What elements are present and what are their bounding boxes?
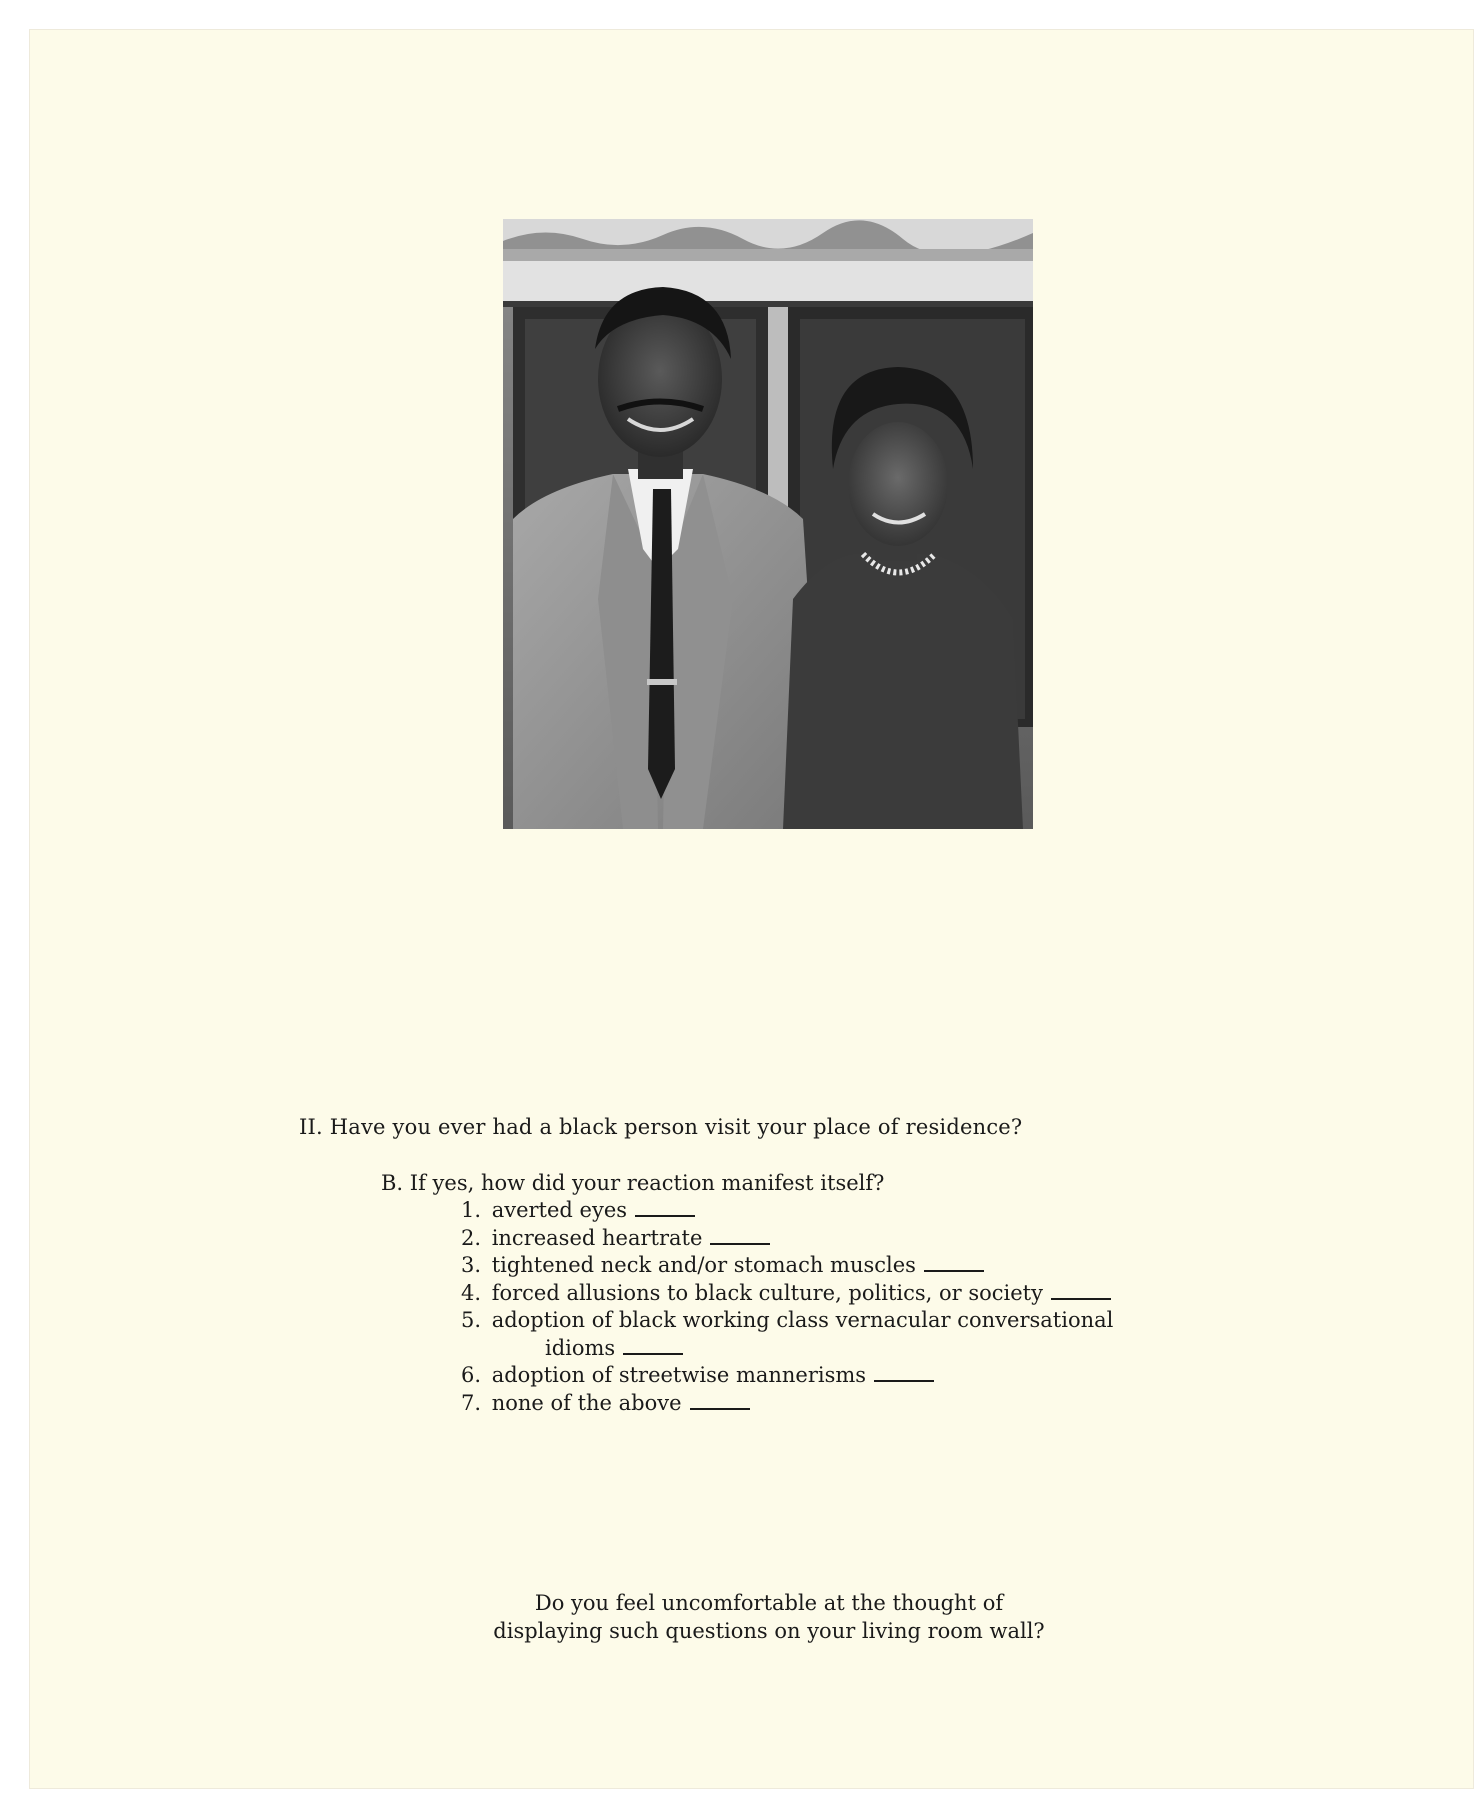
option-number: 4. <box>461 1280 482 1305</box>
answer-option <box>461 1307 1113 1362</box>
option-text: adoption of streetwise mannerisms <box>491 1363 867 1387</box>
answer-options-list <box>461 1197 1113 1417</box>
closing-line-2: displaying such questions on your living room wall? <box>493 1619 1045 1643</box>
option-number: 6. <box>461 1363 482 1387</box>
answer-blank[interactable] <box>623 1352 683 1355</box>
closing-line-1: Do you feel uncomfortable at the thought of <box>534 1591 1004 1615</box>
option-continuation <box>461 1335 1113 1363</box>
answer-blank[interactable] <box>924 1269 984 1272</box>
option-text: increased heartrate <box>491 1225 703 1250</box>
answer-option <box>461 1252 1113 1280</box>
option-number: 7. <box>461 1390 482 1415</box>
answer-option <box>461 1225 1113 1253</box>
option-number: 2. <box>461 1225 482 1250</box>
portrait-photo <box>503 219 1033 829</box>
option-text: none of the above <box>491 1390 682 1415</box>
answer-option <box>461 1280 1113 1308</box>
closing-question <box>409 1589 1129 1645</box>
answer-blank[interactable] <box>874 1379 934 1382</box>
question-subheading: B. If yes, how did your reaction manifest itself? <box>381 1171 885 1195</box>
option-number: 5. <box>461 1308 482 1332</box>
answer-option <box>461 1390 1113 1418</box>
question-heading: II. Have you ever had a black person visit your place of residence? <box>299 1115 1023 1139</box>
option-number: 1. <box>461 1198 482 1222</box>
option-text: tightened neck and/or stomach muscles <box>491 1253 916 1277</box>
option-text: forced allusions to black culture, politics, or society <box>491 1280 1043 1305</box>
answer-blank[interactable] <box>635 1214 695 1217</box>
paper-sheet <box>29 29 1474 1789</box>
option-text: averted eyes <box>491 1198 628 1222</box>
answer-blank[interactable] <box>690 1407 750 1410</box>
answer-option <box>461 1197 1113 1225</box>
option-continuation-text: idioms <box>545 1335 616 1360</box>
option-text: adoption of black working class vernacular conversational <box>491 1308 1114 1332</box>
answer-blank[interactable] <box>710 1242 770 1245</box>
answer-blank[interactable] <box>1051 1297 1111 1300</box>
answer-option <box>461 1362 1113 1390</box>
option-number: 3. <box>461 1253 482 1277</box>
